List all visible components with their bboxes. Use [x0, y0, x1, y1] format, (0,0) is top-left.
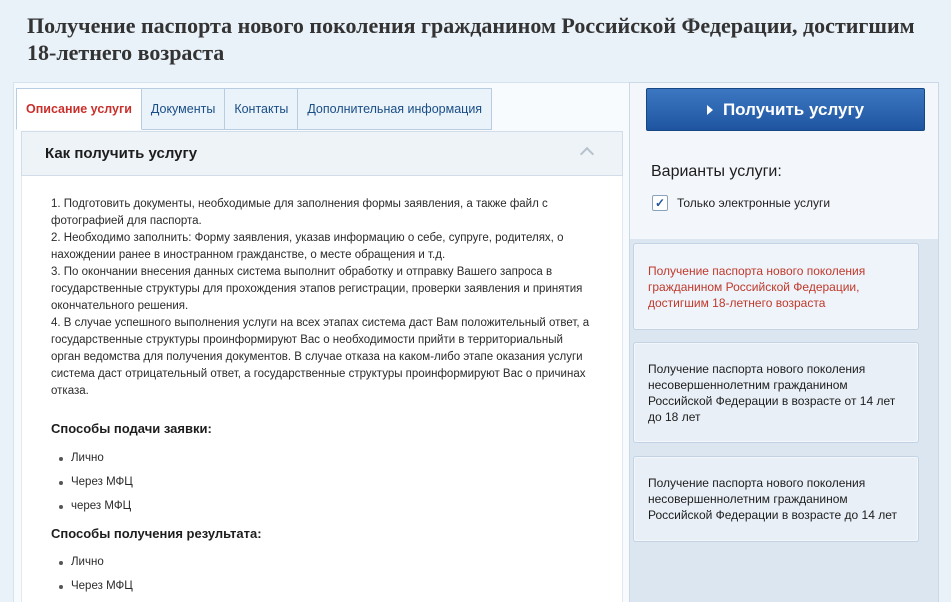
variant-text: Получение паспорта нового поколения несовершеннолетним гражданином Российской Федерации в возрасте от 14 лет до 18 лет	[648, 361, 896, 424]
page-title: Получение паспорта нового поколения гражданином Российской Федерации, достигшим 18-летнего возраста	[27, 13, 915, 65]
tab-contacts[interactable]: Контакты	[225, 88, 298, 130]
get-service-button[interactable]	[646, 88, 925, 131]
result-methods-list	[59, 550, 133, 598]
submission-methods-title: Способы подачи заявки:	[51, 421, 212, 436]
list-item: Лично	[59, 550, 133, 574]
variant-card-under-14[interactable]	[633, 456, 919, 542]
electronic-only-label[interactable]: Только электронные услуги	[677, 196, 831, 210]
list-item: Через МФЦ	[59, 470, 133, 494]
variant-card-adult[interactable]	[633, 243, 919, 330]
accordion-title: Как получить услугу	[45, 145, 198, 162]
how-to-get-service-header[interactable]	[21, 131, 623, 176]
submission-methods-list	[59, 446, 133, 518]
step-2: 2. Необходимо заполнить: Форму заявления, указав информацию о себе, супруге, родителях, о нахождении ранее в иностранном гражданстве, о месте обращения и т.д.	[51, 232, 564, 261]
steps-list	[51, 196, 591, 400]
list-item: через МФЦ	[59, 494, 133, 518]
tab-additional-info[interactable]: Дополнительная информация	[298, 88, 492, 130]
accordion-content	[21, 176, 623, 602]
step-4: 4. В случае успешного выполнения услуги на всех этапах система даст Вам положительный ответ, а государственные структуры проинформируют Вас о необходимости прийти в территориальный орган ведомства для получения документов. В случае отказа на каком-либо этапе оказания услуги система даст отрицательный ответ, а государственные структуры проинформируют Вас о причинах отказа.	[51, 317, 590, 397]
chevron-up-icon[interactable]	[580, 147, 594, 161]
step-3: 3. По окончании внесения данных система выполнит обработку и отправку Вашего запроса в государственные структуры для прохождения этапов регистрации, проверки заявления и принятия окончательного решения.	[51, 266, 583, 312]
variant-text: Получение паспорта нового поколения несовершеннолетним гражданином Российской Федерации в возрасте до 14 лет	[648, 476, 897, 522]
list-item: Лично	[59, 446, 133, 470]
electronic-only-checkbox[interactable]: ✓	[652, 195, 668, 211]
variant-card-14-18[interactable]	[633, 342, 919, 443]
result-methods-title: Способы получения результата:	[51, 526, 262, 541]
tab-documents[interactable]: Документы	[142, 88, 225, 130]
tab-description[interactable]: Описание услуги	[16, 88, 142, 130]
step-1: 1. Подготовить документы, необходимые для заполнения формы заявления, а также файл с фотографией для паспорта.	[51, 198, 548, 227]
variant-text: Получение паспорта нового поколения гражданином Российской Федерации, достигшим 18-летнего возраста	[648, 263, 866, 310]
list-item: Через МФЦ	[59, 574, 133, 598]
arrow-right-icon	[707, 105, 713, 115]
get-service-label: Получить услугу	[722, 99, 865, 119]
service-tabs	[16, 88, 492, 130]
variants-title: Варианты услуги:	[651, 163, 782, 180]
